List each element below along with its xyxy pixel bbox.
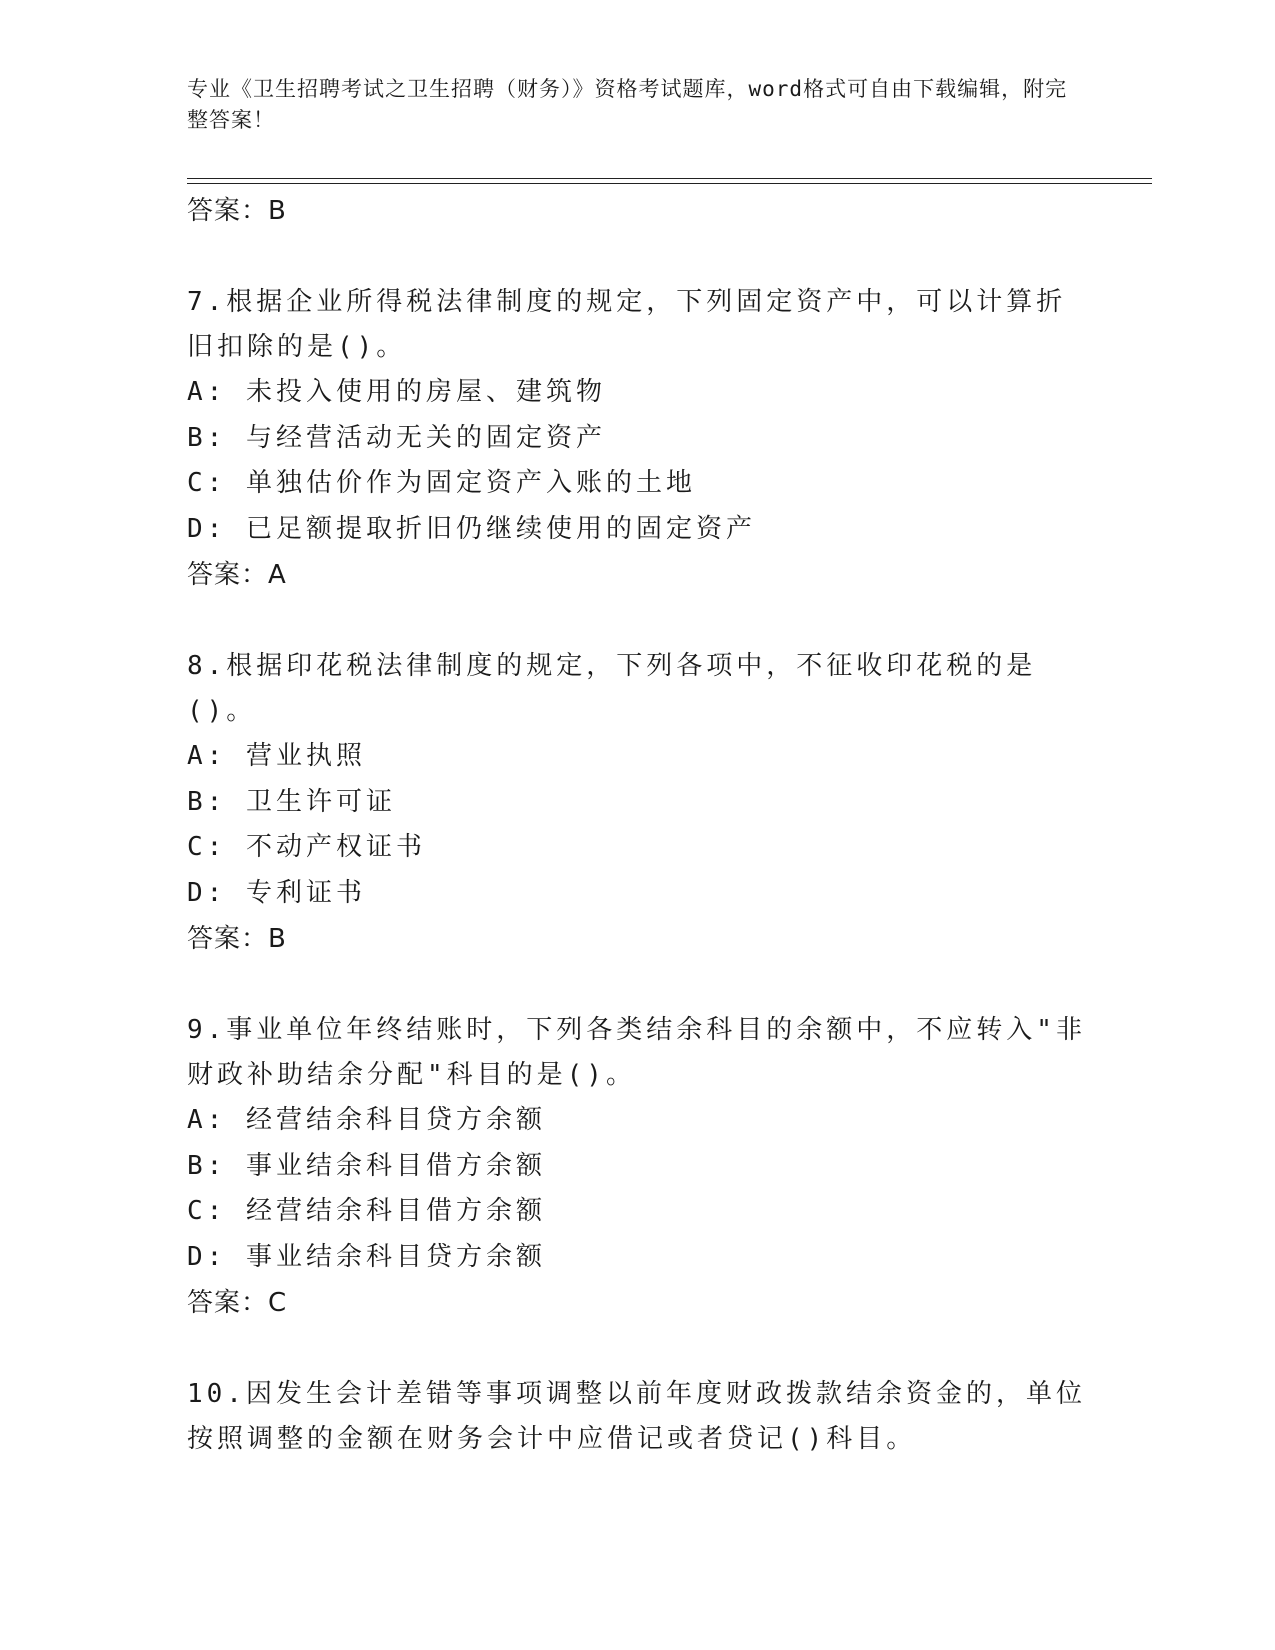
- option-b: B: 卫生许可证: [187, 786, 396, 817]
- option-a: A: 营业执照: [187, 741, 366, 771]
- option-c: C: 经营结余科目借方余额: [187, 1196, 546, 1226]
- question-list: [187, 188, 1087, 1462]
- option-a: A: 未投入使用的房屋、建筑物: [187, 377, 606, 407]
- option-a: A: 经营结余科目贷方余额: [187, 1105, 546, 1135]
- answer-label: 答案：A: [187, 560, 287, 590]
- header-divider-bottom: [187, 183, 1152, 184]
- option-c: C: 不动产权证书: [187, 832, 426, 862]
- question-stem: 10.因发生会计差错等事项调整以前年度财政拨款结余资金的，单位按照调整的金额在财务会计中应借记或者贷记()科目。: [187, 1379, 1086, 1454]
- option-d: D: 专利证书: [187, 877, 366, 908]
- spacer: [187, 598, 1087, 644]
- answer-label: 答案：B: [187, 924, 287, 954]
- question-stem: 9.事业单位年终结账时，下列各类结余科目的余额中，不应转入"非财政补助结余分配"科目的是()。: [187, 1015, 1086, 1090]
- question-item: [187, 280, 1087, 598]
- question-item: [187, 1372, 1087, 1462]
- answer-label: 答案：B: [187, 196, 287, 226]
- document-intro: 专业《卫生招聘考试之卫生招聘（财务）》资格考试题库，word格式可自由下载编辑，附完整答案！: [187, 77, 1068, 132]
- question-item: [187, 644, 1087, 962]
- option-b: B: 事业结余科目借方余额: [187, 1150, 546, 1181]
- option-d: D: 事业结余科目贷方余额: [187, 1241, 546, 1272]
- option-c: C: 单独估价作为固定资产入账的土地: [187, 468, 696, 498]
- answer-label: 答案：C: [187, 1288, 288, 1318]
- question-item: [187, 1008, 1087, 1326]
- question-stem: 7.根据企业所得税法律制度的规定，下列固定资产中，可以计算折旧扣除的是()。: [187, 287, 1067, 362]
- spacer: [187, 1326, 1087, 1372]
- option-b: B: 与经营活动无关的固定资产: [187, 422, 606, 453]
- spacer: [187, 234, 1087, 280]
- header-divider-top: [187, 178, 1152, 179]
- question-stem: 8.根据印花税法律制度的规定，下列各项中，不征收印花税的是()。: [187, 651, 1037, 726]
- spacer: [187, 962, 1087, 1008]
- option-d: D: 已足额提取折旧仍继续使用的固定资产: [187, 513, 756, 544]
